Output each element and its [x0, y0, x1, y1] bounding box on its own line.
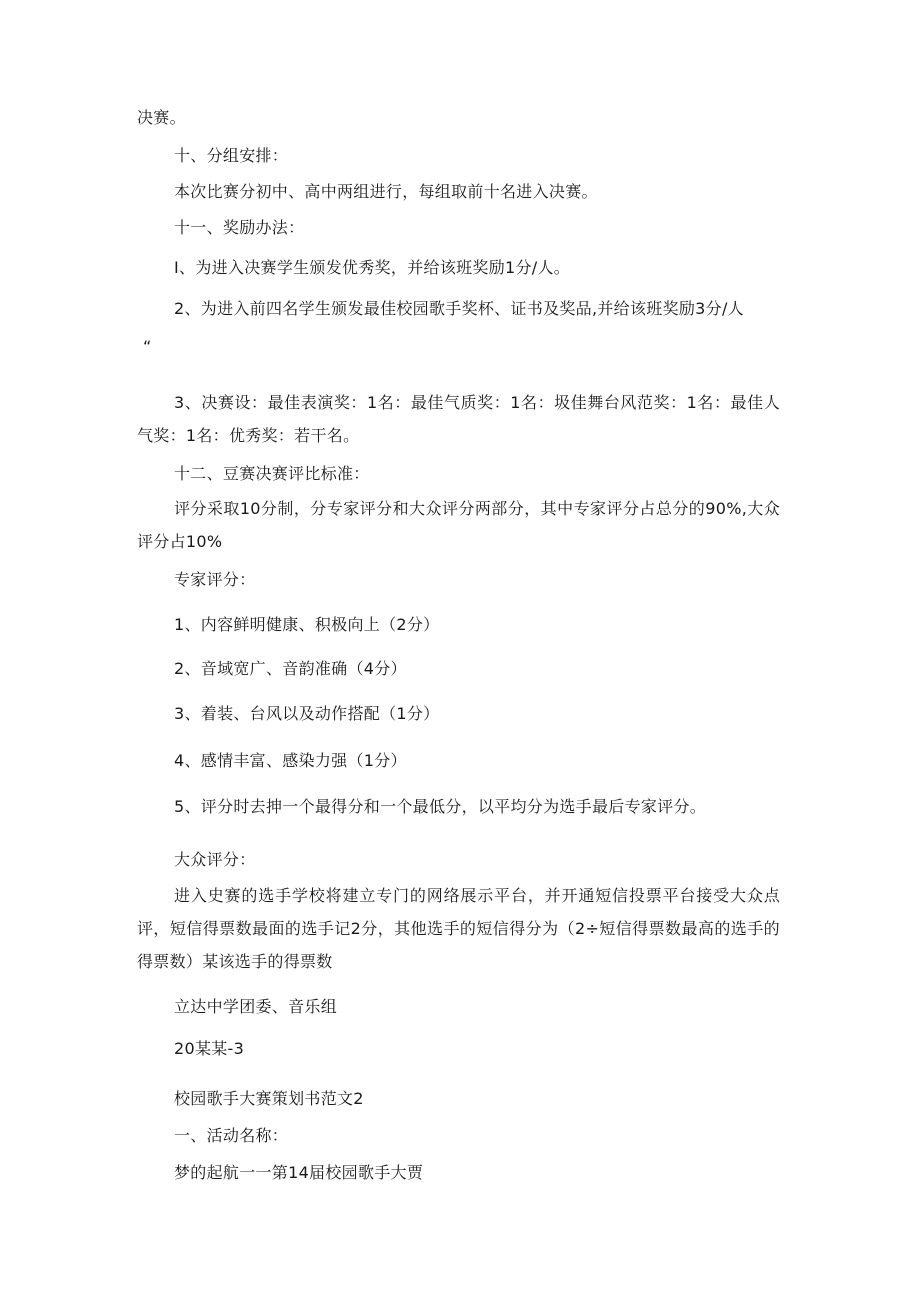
list-item: 2、音域宽广、音韵准确（4分）: [174, 659, 407, 678]
list-item: 1、内容鲜明健康、积极向上（2分）: [174, 615, 440, 634]
text-line: 梦的起航一一第14届校园歌手大贾: [174, 1163, 424, 1182]
signature-organizer: 立达中学团委、音乐组: [174, 997, 338, 1016]
document-subtitle: 校园歌手大赛策划书范文2: [174, 1089, 364, 1108]
list-item: I、为进入决赛学生颁发优秀奖，并给该班奖励1分/人。: [174, 258, 571, 277]
section-heading-1: 一、活动名称：: [174, 1126, 289, 1145]
section-heading-12: 十二、豆赛决赛评比标准：: [174, 464, 370, 483]
paragraph-public-scoring: 进入史赛的选手学校将建立专门的网络展示平台，并开通短信投票平台接受大众点评，短信得票数最面的选手记2分，其他选手的短信得分为（2÷短信得票数最高的选手的得票数）某该选手的得票数: [137, 886, 780, 971]
list-item: 2、为进入前四名学生颁发最佳校园歌手奖杯、证书及奖品,并给该班奖励3分/人: [174, 299, 744, 318]
subheading-public-scoring: 大众评分：: [174, 850, 256, 869]
list-item: 5、评分时去抻一个最得分和一个最低分，以平均分为选手最后专家评分。: [174, 797, 707, 816]
signature-date: 20某某-3: [174, 1039, 245, 1058]
section-heading-10: 十、分组安排：: [174, 146, 289, 165]
list-item: 4、感情丰富、感染力强（1分）: [174, 751, 407, 770]
stray-quote-mark: “: [143, 337, 152, 356]
paragraph-scoring: 评分采取10分制，分专家评分和大众评分两部分，其中专家评分占总分的90%,大众评分占10%: [137, 499, 780, 551]
subheading-expert-scoring: 专家评分：: [174, 570, 256, 589]
paragraph-awards: 3、决赛设：最佳表演奖：1名：最佳气质奖：1名：圾佳舞台风范奖：1名：最佳人气奖：1名：优秀奖：若干名。: [137, 393, 780, 445]
text-line: 决赛。: [137, 108, 186, 127]
list-item: 3、着装、台风以及动作搭配（1分）: [174, 704, 440, 723]
text-line: 本次比赛分初中、高中两组进行，每组取前十名进入决赛。: [174, 182, 598, 201]
section-heading-11: 十一、奖励办法：: [174, 218, 305, 237]
